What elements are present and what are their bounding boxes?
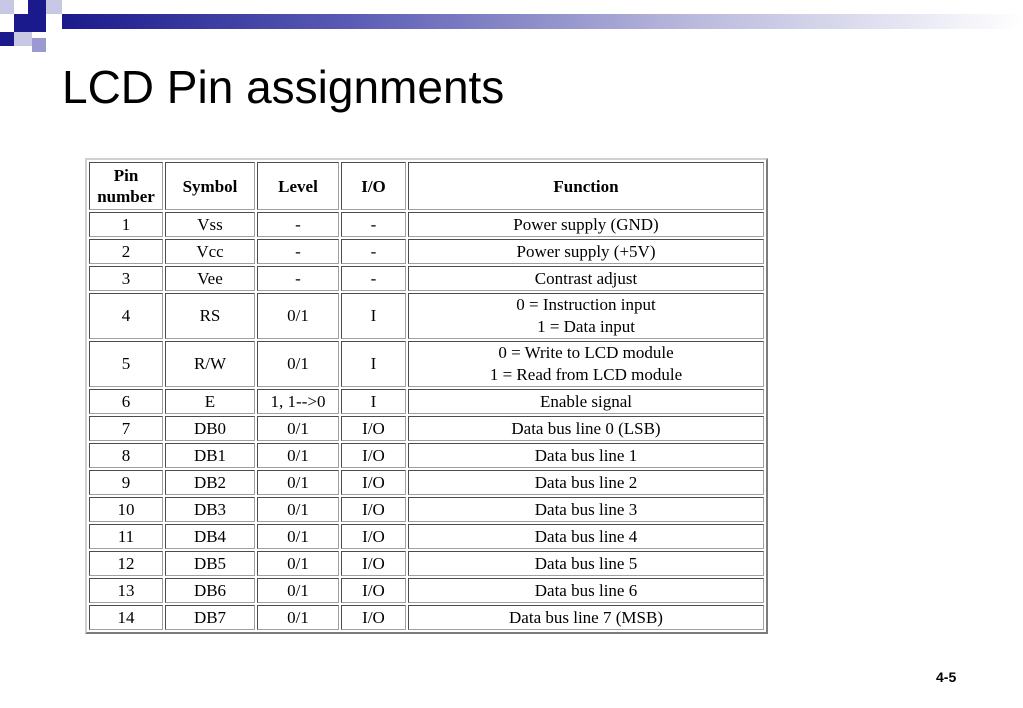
cell-symbol: E xyxy=(165,389,255,414)
table-row xyxy=(89,239,764,264)
header-gradient-bar xyxy=(62,14,1023,29)
function-line: Data bus line 6 xyxy=(534,580,638,600)
table-row xyxy=(89,389,764,414)
cell-pin: 1 xyxy=(89,212,163,237)
cell-pin: 14 xyxy=(89,605,163,630)
cell-pin: 4 xyxy=(89,293,163,339)
cell-io: I/O xyxy=(341,524,406,549)
table-row xyxy=(89,416,764,441)
cell-level: - xyxy=(257,266,339,291)
function-line: Data bus line 4 xyxy=(534,526,638,546)
cell-io: - xyxy=(341,266,406,291)
header-pin-number: Pin number xyxy=(89,162,163,210)
cell-function xyxy=(408,389,764,414)
cell-level: 0/1 xyxy=(257,497,339,522)
cell-function xyxy=(408,524,764,549)
slide-number: 4-5 xyxy=(936,669,957,685)
function-line: Data bus line 1 xyxy=(534,445,638,465)
cell-pin: 10 xyxy=(89,497,163,522)
cell-symbol: Vss xyxy=(165,212,255,237)
cell-pin: 6 xyxy=(89,389,163,414)
cell-level: - xyxy=(257,239,339,264)
cell-pin: 3 xyxy=(89,266,163,291)
cell-function xyxy=(408,416,764,441)
deco-square xyxy=(0,0,14,14)
function-line: Data bus line 0 (LSB) xyxy=(511,418,661,438)
cell-symbol: DB6 xyxy=(165,578,255,603)
cell-io: I/O xyxy=(341,497,406,522)
pin-assignment-table xyxy=(85,158,768,634)
deco-square xyxy=(14,0,28,14)
table-header-row xyxy=(89,162,764,210)
header-io: I/O xyxy=(341,162,406,210)
cell-io: I xyxy=(341,341,406,387)
cell-level: 0/1 xyxy=(257,551,339,576)
cell-pin: 11 xyxy=(89,524,163,549)
cell-function xyxy=(408,341,764,387)
cell-io: I/O xyxy=(341,470,406,495)
cell-pin: 2 xyxy=(89,239,163,264)
cell-function xyxy=(408,551,764,576)
table-row xyxy=(89,470,764,495)
table-row xyxy=(89,497,764,522)
function-line: 1 = Data input xyxy=(537,317,635,336)
cell-pin: 5 xyxy=(89,341,163,387)
cell-io: I/O xyxy=(341,551,406,576)
cell-symbol: RS xyxy=(165,293,255,339)
cell-pin: 12 xyxy=(89,551,163,576)
cell-symbol: DB0 xyxy=(165,416,255,441)
cell-pin: 7 xyxy=(89,416,163,441)
cell-io: I/O xyxy=(341,605,406,630)
table-row xyxy=(89,341,764,387)
deco-square xyxy=(46,0,62,14)
function-line: Power supply (+5V) xyxy=(516,241,656,261)
table-row xyxy=(89,293,764,339)
cell-function xyxy=(408,443,764,468)
cell-level: 1, 1-->0 xyxy=(257,389,339,414)
cell-pin: 9 xyxy=(89,470,163,495)
cell-level: 0/1 xyxy=(257,416,339,441)
cell-io: I xyxy=(341,389,406,414)
table-row xyxy=(89,212,764,237)
cell-symbol: DB2 xyxy=(165,470,255,495)
function-line: Data bus line 3 xyxy=(534,499,638,519)
cell-function xyxy=(408,212,764,237)
cell-function xyxy=(408,578,764,603)
deco-square xyxy=(14,14,46,32)
cell-pin: 8 xyxy=(89,443,163,468)
cell-function xyxy=(408,293,764,339)
page-title: LCD Pin assignments xyxy=(62,61,505,113)
deco-square xyxy=(0,32,14,46)
table-row xyxy=(89,551,764,576)
cell-level: 0/1 xyxy=(257,605,339,630)
cell-function xyxy=(408,470,764,495)
cell-function xyxy=(408,266,764,291)
function-line: Data bus line 2 xyxy=(534,472,638,492)
cell-level: 0/1 xyxy=(257,524,339,549)
cell-io: I/O xyxy=(341,416,406,441)
cell-symbol: Vee xyxy=(165,266,255,291)
function-line: Data bus line 7 (MSB) xyxy=(509,607,663,627)
header-level: Level xyxy=(257,162,339,210)
cell-level: - xyxy=(257,212,339,237)
cell-symbol: Vcc xyxy=(165,239,255,264)
cell-symbol: DB4 xyxy=(165,524,255,549)
function-line: 0 = Write to LCD module xyxy=(498,343,674,362)
deco-square xyxy=(14,32,32,46)
table-row xyxy=(89,266,764,291)
cell-level: 0/1 xyxy=(257,578,339,603)
cell-level: 0/1 xyxy=(257,293,339,339)
cell-symbol: R/W xyxy=(165,341,255,387)
cell-function xyxy=(408,239,764,264)
cell-io: - xyxy=(341,212,406,237)
cell-io: I/O xyxy=(341,443,406,468)
header-decoration xyxy=(0,0,1023,60)
cell-level: 0/1 xyxy=(257,341,339,387)
function-line: Data bus line 5 xyxy=(534,553,638,573)
header-symbol: Symbol xyxy=(165,162,255,210)
cell-symbol: DB1 xyxy=(165,443,255,468)
cell-function xyxy=(408,497,764,522)
function-line: 1 = Read from LCD module xyxy=(489,365,683,384)
deco-square xyxy=(28,0,46,14)
cell-symbol: DB7 xyxy=(165,605,255,630)
function-line: Contrast adjust xyxy=(534,268,638,288)
table-row xyxy=(89,605,764,630)
function-line: Power supply (GND) xyxy=(513,214,659,234)
header-function: Function xyxy=(408,162,764,210)
cell-io: I xyxy=(341,293,406,339)
cell-symbol: DB3 xyxy=(165,497,255,522)
table-row xyxy=(89,443,764,468)
cell-level: 0/1 xyxy=(257,470,339,495)
function-line: Enable signal xyxy=(539,391,633,411)
cell-pin: 13 xyxy=(89,578,163,603)
cell-io: I/O xyxy=(341,578,406,603)
cell-level: 0/1 xyxy=(257,443,339,468)
table-row xyxy=(89,524,764,549)
table-body xyxy=(89,212,764,630)
cell-symbol: DB5 xyxy=(165,551,255,576)
cell-io: - xyxy=(341,239,406,264)
function-line: 0 = Instruction input xyxy=(516,295,656,314)
table-row xyxy=(89,578,764,603)
cell-function xyxy=(408,605,764,630)
deco-square xyxy=(32,38,46,52)
